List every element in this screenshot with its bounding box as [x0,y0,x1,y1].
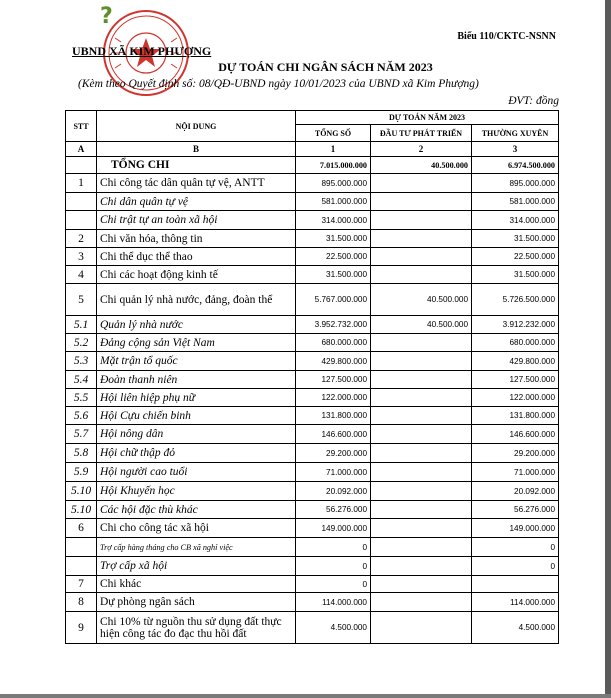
table-row [66,211,559,230]
header-stt: STT [66,111,97,142]
table-row [66,407,559,425]
row-development [371,463,472,482]
row-total: 0 [296,557,371,576]
row-development: 40.500.000 [371,316,472,334]
table-row [66,316,559,334]
row-stt: 8 [66,593,97,612]
row-stt: 7 [66,576,97,593]
table-row [66,174,559,193]
row-total: 131.800.000 [296,407,371,425]
row-development [371,519,472,538]
row-development [371,248,472,266]
row-content: Hội liên hiệp phụ nữ [97,389,296,407]
row-stt: 5 [66,284,97,316]
row-development [371,444,472,463]
header-development: ĐẦU TƯ PHÁT TRIỂN [371,125,472,142]
row-total: 4.500.000 [296,612,371,644]
row-stt: 2 [66,230,97,248]
row-content: Dự phòng ngân sách [97,593,296,612]
row-total: 71.000.000 [296,463,371,482]
organization-name: UBND XÃ KIM PHƯỢNG [72,44,212,58]
row-content: Trợ cấp xã hội [97,557,296,576]
row-content: Mặt trận tổ quốc [97,352,296,371]
document-title: DỰ TOÁN CHI NGÂN SÁCH NĂM 2023 [218,60,433,74]
row-regular [472,576,559,593]
key-1: 1 [296,142,371,157]
row-development [371,193,472,211]
row-total: 22.500.000 [296,248,371,266]
key-stt: A [66,142,97,157]
row-content: Đoàn thanh niên [97,371,296,389]
row-stt: 6 [66,519,97,538]
row-stt [66,557,97,576]
row-regular: 20.092.000 [472,482,559,501]
header-group: DỰ TOÁN NĂM 2023 [296,111,559,125]
row-regular: 0 [472,538,559,557]
table-row [66,538,559,557]
table-row [66,284,559,316]
row-stt: 4 [66,266,97,284]
row-total: 429.800.000 [296,352,371,371]
row-total: 31.500.000 [296,230,371,248]
row-total: 680.000.000 [296,334,371,352]
row-development [371,211,472,230]
row-regular: 4.500.000 [472,612,559,644]
row-content: Hội chữ thập đỏ [97,444,296,463]
row-regular: 429.800.000 [472,352,559,371]
row-stt: 5.10 [66,482,97,501]
row-regular: 71.000.000 [472,463,559,482]
budget-table [65,110,559,644]
key-content: B [97,142,296,157]
row-stt [66,538,97,557]
row-total: 127.500.000 [296,371,371,389]
table-row [66,230,559,248]
table-row [66,501,559,519]
table-row [66,248,559,266]
row-stt: 1 [66,174,97,193]
table-row [66,266,559,284]
row-stt [66,157,97,174]
row-total: 114.000.000 [296,593,371,612]
table-row [66,371,559,389]
window-frame-bottom [0,694,611,698]
row-total: 0 [296,538,371,557]
row-content: Chi các hoạt động kinh tế [97,266,296,284]
table-row [66,463,559,482]
row-regular: 680.000.000 [472,334,559,352]
table-row [66,352,559,371]
row-regular: 146.600.000 [472,425,559,444]
row-development [371,389,472,407]
row-total: 29.200.000 [296,444,371,463]
row-development [371,501,472,519]
row-regular: 314.000.000 [472,211,559,230]
row-content: Hội Khuyến học [97,482,296,501]
row-stt: 5.2 [66,334,97,352]
row-regular: 29.200.000 [472,444,559,463]
row-regular: 6.974.500.000 [472,157,559,174]
currency-unit: ĐVT: đồng [508,95,559,107]
row-content: Chi trật tự an toàn xã hội [97,211,296,230]
row-content: Chi dân quân tự vệ [97,193,296,211]
row-development [371,352,472,371]
document-subtitle: (Kèm theo Quyết định số: 08/QĐ-UBND ngày 10/01/2023 của UBND xã Kim Phượng) [78,78,479,90]
row-total: 31.500.000 [296,266,371,284]
row-total: 56.276.000 [296,501,371,519]
row-content: Chi công tác dân quân tự vệ, ANTT [97,174,296,193]
row-content: Các hội đặc thù khác [97,501,296,519]
row-regular: 22.500.000 [472,248,559,266]
row-regular: 3.912.232.000 [472,316,559,334]
row-stt: 5.3 [66,352,97,371]
row-regular: 5.726.500.000 [472,284,559,316]
table-row [66,444,559,463]
row-total: 5.767.000.000 [296,284,371,316]
row-development [371,174,472,193]
row-regular: 581.000.000 [472,193,559,211]
row-total: 20.092.000 [296,482,371,501]
row-development [371,334,472,352]
row-content: Đảng cộng sản Việt Nam [97,334,296,352]
row-stt: 5.6 [66,407,97,425]
row-total: 314.000.000 [296,211,371,230]
row-stt: 5.1 [66,316,97,334]
row-regular: 0 [472,557,559,576]
row-regular: 122.000.000 [472,389,559,407]
header-regular: THƯỜNG XUYÊN [472,125,559,142]
table-body [66,157,559,644]
row-development [371,482,472,501]
table-row [66,193,559,211]
row-stt: 5.8 [66,444,97,463]
row-regular: 114.000.000 [472,593,559,612]
table-row [66,482,559,501]
row-stt: 3 [66,248,97,266]
row-content: Chi thể dục thể thao [97,248,296,266]
row-content: Hội nông dân [97,425,296,444]
table-row [66,593,559,612]
row-development [371,576,472,593]
row-total: 581.000.000 [296,193,371,211]
row-development [371,371,472,389]
row-content: TỔNG CHI [97,157,296,174]
window-frame-right [605,0,611,698]
row-total: 3.952.732.000 [296,316,371,334]
form-code: Biểu 110/CKTC-NSNN [457,31,556,42]
row-stt: 5.5 [66,389,97,407]
row-content: Chi quản lý nhà nước, đảng, đoàn thể [97,284,296,316]
row-regular: 56.276.000 [472,501,559,519]
row-development [371,407,472,425]
row-regular: 149.000.000 [472,519,559,538]
row-content: Trợ cấp hàng tháng cho CB xã nghỉ việc [97,538,296,557]
row-stt: 5.4 [66,371,97,389]
table-row [66,389,559,407]
row-total: 7.015.000.000 [296,157,371,174]
row-regular: 31.500.000 [472,230,559,248]
header-total: TỔNG SỐ [296,125,371,142]
row-regular: 131.800.000 [472,407,559,425]
row-content: Hội người cao tuổi [97,463,296,482]
row-content: Quản lý nhà nước [97,316,296,334]
total-row [66,157,559,174]
row-development [371,557,472,576]
row-regular: 31.500.000 [472,266,559,284]
header-content: NỘI DUNG [97,111,296,142]
table-row [66,576,559,593]
row-stt: 5.10 [66,501,97,519]
row-stt: 5.7 [66,425,97,444]
row-stt [66,193,97,211]
row-development [371,266,472,284]
row-stt: 9 [66,612,97,644]
table-row [66,612,559,644]
row-content: Chi 10% từ nguồn thu sử dụng đất thực hiện công tác đo đạc thu hồi đất [97,612,296,644]
row-development [371,593,472,612]
row-stt [66,211,97,230]
row-content: Chi khác [97,576,296,593]
row-development: 40.500.000 [371,157,472,174]
row-content: Chi văn hóa, thông tin [97,230,296,248]
row-development [371,538,472,557]
row-total: 146.600.000 [296,425,371,444]
row-total: 895.000.000 [296,174,371,193]
row-total: 122.000.000 [296,389,371,407]
row-regular: 895.000.000 [472,174,559,193]
key-3: 3 [472,142,559,157]
key-2: 2 [371,142,472,157]
table-row [66,425,559,444]
table-row [66,557,559,576]
row-stt: 5.9 [66,463,97,482]
row-development [371,612,472,644]
help-question-icon[interactable]: ? [100,4,113,29]
table-row [66,519,559,538]
row-development: 40.500.000 [371,284,472,316]
row-content: Chi cho công tác xã hội [97,519,296,538]
row-total: 149.000.000 [296,519,371,538]
row-total: 0 [296,576,371,593]
table-row [66,334,559,352]
row-content: Hội Cựu chiến binh [97,407,296,425]
row-development [371,230,472,248]
row-development [371,425,472,444]
row-regular: 127.500.000 [472,371,559,389]
